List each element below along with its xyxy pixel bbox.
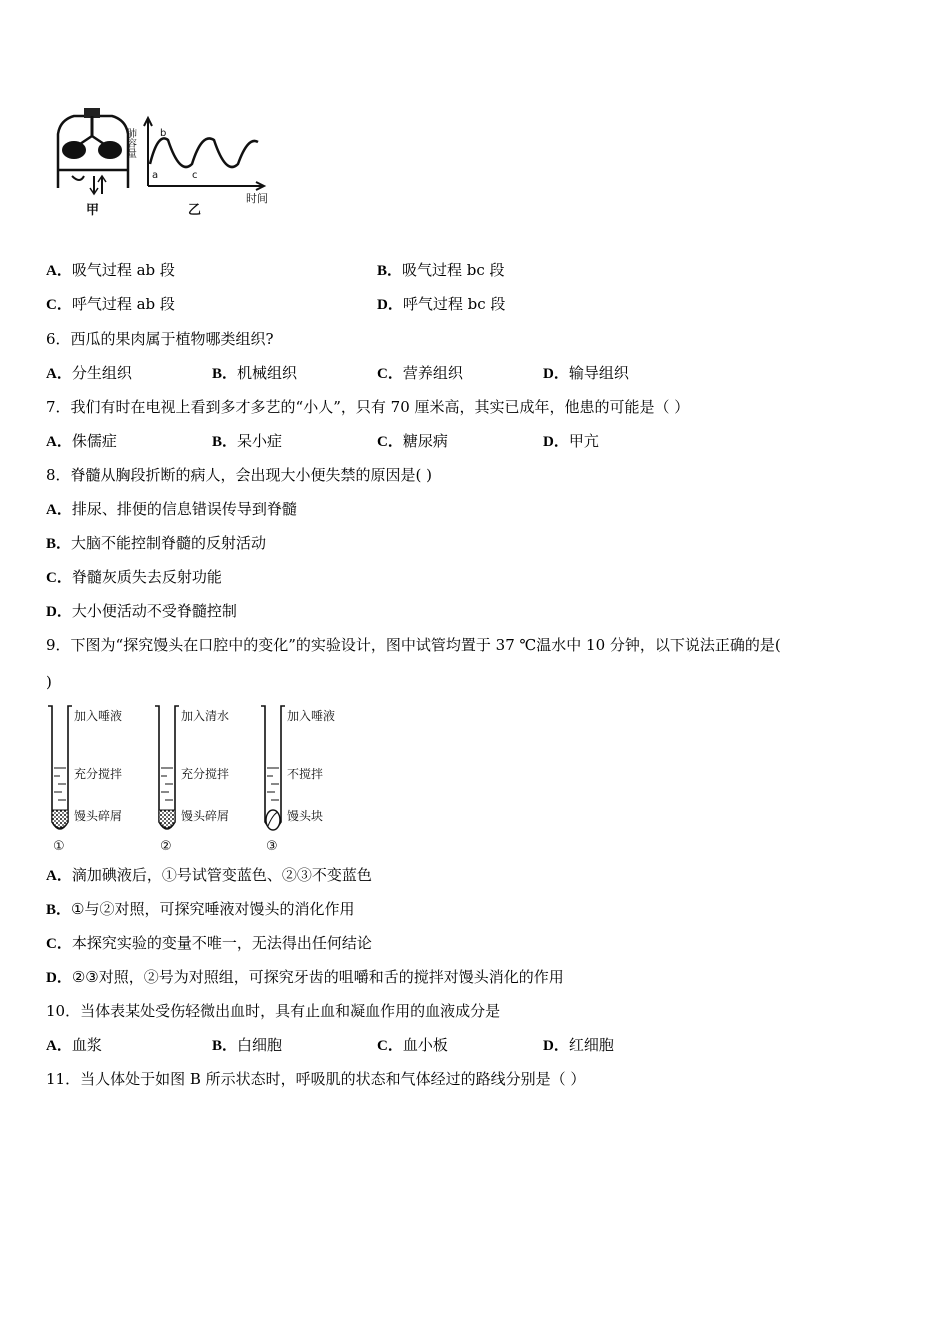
option-text: 机械组织 (237, 364, 298, 382)
option-text: 呼气过程 ab 段 (71, 295, 175, 313)
option-text: 侏儒症 (71, 432, 117, 450)
q6-option-c[interactable] (377, 363, 463, 384)
option-letter: A． (46, 263, 72, 279)
tube-3-add: 加入唾液 (287, 709, 336, 723)
q5-option-a[interactable] (46, 260, 175, 281)
point-a: a (152, 170, 159, 181)
option-letter: B． (377, 263, 403, 279)
option-text: 甲亢 (568, 432, 599, 450)
option-text: 吸气过程 bc 段 (402, 261, 505, 279)
tube-3-bread: 馒头块 (287, 809, 324, 823)
q8-stem: 8．脊髓从胸段折断的病人，会出现大小便失禁的原因是( ) (46, 466, 433, 484)
q9-stem-end: ) (46, 673, 52, 691)
q8-option-c[interactable] (46, 567, 222, 588)
option-letter: C． (377, 1038, 403, 1054)
tube-1-stir: 充分搅拌 (74, 767, 123, 781)
q7-option-c[interactable] (377, 431, 448, 452)
q9-stem: 9．下图为“探究馒头在口腔中的变化”的实验设计，图中试管均置于 37 ℃温水中 10 分钟，以下说法正确的是( (46, 636, 781, 654)
label-yi: 乙 (188, 203, 202, 218)
q9-option-a[interactable] (46, 865, 372, 886)
q10-stem: 10．当体表某处受伤轻微出血时，具有止血和凝血作用的血液成分是 (46, 1002, 501, 1020)
q10-option-c[interactable] (377, 1035, 448, 1056)
option-letter: D． (543, 1038, 569, 1054)
q9-option-d[interactable] (46, 967, 564, 988)
option-letter: D． (46, 604, 72, 620)
option-letter: B． (212, 1038, 238, 1054)
option-letter: A． (46, 366, 72, 382)
option-text: 红细胞 (568, 1036, 614, 1054)
tube-1-bread: 馒头碎屑 (74, 809, 123, 823)
q6-option-b[interactable] (212, 363, 297, 384)
q5-option-d[interactable] (377, 294, 505, 315)
option-text: 大小便活动不受脊髓控制 (71, 602, 237, 620)
option-letter: D． (46, 970, 72, 986)
option-text: 吸气过程 ab 段 (71, 261, 175, 279)
option-text: 输导组织 (568, 364, 629, 382)
option-letter: D． (377, 297, 403, 313)
q10-option-b[interactable] (212, 1035, 282, 1056)
tube-2-num: ② (160, 839, 172, 854)
option-letter: D． (543, 366, 569, 382)
tube-2-add: 加入清水 (181, 709, 230, 723)
tube-2-stir: 充分搅拌 (181, 767, 230, 781)
y-axis-label: 肺容量 (124, 128, 136, 158)
option-text: 糖尿病 (402, 432, 448, 450)
option-text: 排尿、排便的信息错误传导到脊髓 (71, 500, 297, 518)
q5-option-b[interactable] (377, 260, 505, 281)
option-letter: C． (46, 936, 72, 952)
respiration-figure-svg (50, 106, 280, 226)
tube-1-add: 加入唾液 (74, 709, 123, 723)
option-text: ②③对照，②号为对照组，可探究牙齿的咀嚼和舌的搅拌对馒头消化的作用 (71, 968, 564, 986)
option-text: 呆小症 (237, 432, 283, 450)
option-text: 呼气过程 bc 段 (402, 295, 506, 313)
q8-option-d[interactable] (46, 601, 237, 622)
x-axis-label: 时间 (246, 192, 268, 205)
option-letter: A． (46, 1038, 72, 1054)
option-letter: C． (46, 570, 72, 586)
option-text: 本探究实验的变量不唯一，无法得出任何结论 (71, 934, 372, 952)
option-letter: A． (46, 868, 72, 884)
point-c: c (192, 170, 198, 181)
q10-option-d[interactable] (543, 1035, 614, 1056)
option-text: 白细胞 (237, 1036, 283, 1054)
q6-option-a[interactable] (46, 363, 132, 384)
option-letter: D． (543, 434, 569, 450)
q5-option-c[interactable] (46, 294, 175, 315)
q7-stem: 7．我们有时在电视上看到多才多艺的“小人”，只有 70 厘米高，其实已成年，他患的可能是（ ） (46, 398, 690, 416)
respiration-figure (50, 106, 280, 226)
option-letter: B． (212, 366, 238, 382)
option-letter: A． (46, 434, 72, 450)
option-letter: B． (46, 902, 72, 918)
q6-stem: 6．西瓜的果肉属于植物哪类组织? (46, 330, 274, 348)
option-letter: C． (377, 366, 403, 382)
tube-1 (48, 706, 122, 854)
q8-option-a[interactable] (46, 499, 297, 520)
option-text: 大脑不能控制脊髓的反射活动 (71, 534, 267, 552)
option-text: 血浆 (71, 1036, 102, 1054)
option-letter: A． (46, 502, 72, 518)
tube-3-stir: 不搅拌 (287, 767, 324, 781)
label-jia: 甲 (86, 203, 100, 218)
option-text: ①与②对照，可探究唾液对馒头的消化作用 (71, 900, 355, 918)
tube-2-bread: 馒头碎屑 (181, 809, 230, 823)
option-letter: C． (377, 434, 403, 450)
test-tube-svg (44, 702, 354, 854)
option-letter: C． (46, 297, 72, 313)
q8-option-b[interactable] (46, 533, 266, 554)
option-text: 血小板 (402, 1036, 448, 1054)
point-b: b (160, 128, 167, 139)
tube-3 (261, 706, 335, 854)
option-text: 滴加碘液后，①号试管变蓝色、②③不变蓝色 (71, 866, 372, 884)
q10-option-a[interactable] (46, 1035, 102, 1056)
q7-option-a[interactable] (46, 431, 117, 452)
option-text: 营养组织 (402, 364, 463, 382)
tube-1-num: ① (53, 839, 65, 854)
tube-2 (155, 706, 229, 854)
option-letter: B． (46, 536, 72, 552)
q9-option-b[interactable] (46, 899, 354, 920)
q7-option-d[interactable] (543, 431, 599, 452)
q9-option-c[interactable] (46, 933, 372, 954)
tube-3-num: ③ (266, 839, 278, 854)
test-tube-figure (44, 702, 354, 854)
option-letter: B． (212, 434, 238, 450)
option-text: 分生组织 (71, 364, 132, 382)
q7-option-b[interactable] (212, 431, 282, 452)
q11-stem: 11．当人体处于如图 B 所示状态时，呼吸肌的状态和气体经过的路线分别是（ ） (46, 1070, 586, 1088)
option-text: 脊髓灰质失去反射功能 (71, 568, 222, 586)
q6-option-d[interactable] (543, 363, 629, 384)
